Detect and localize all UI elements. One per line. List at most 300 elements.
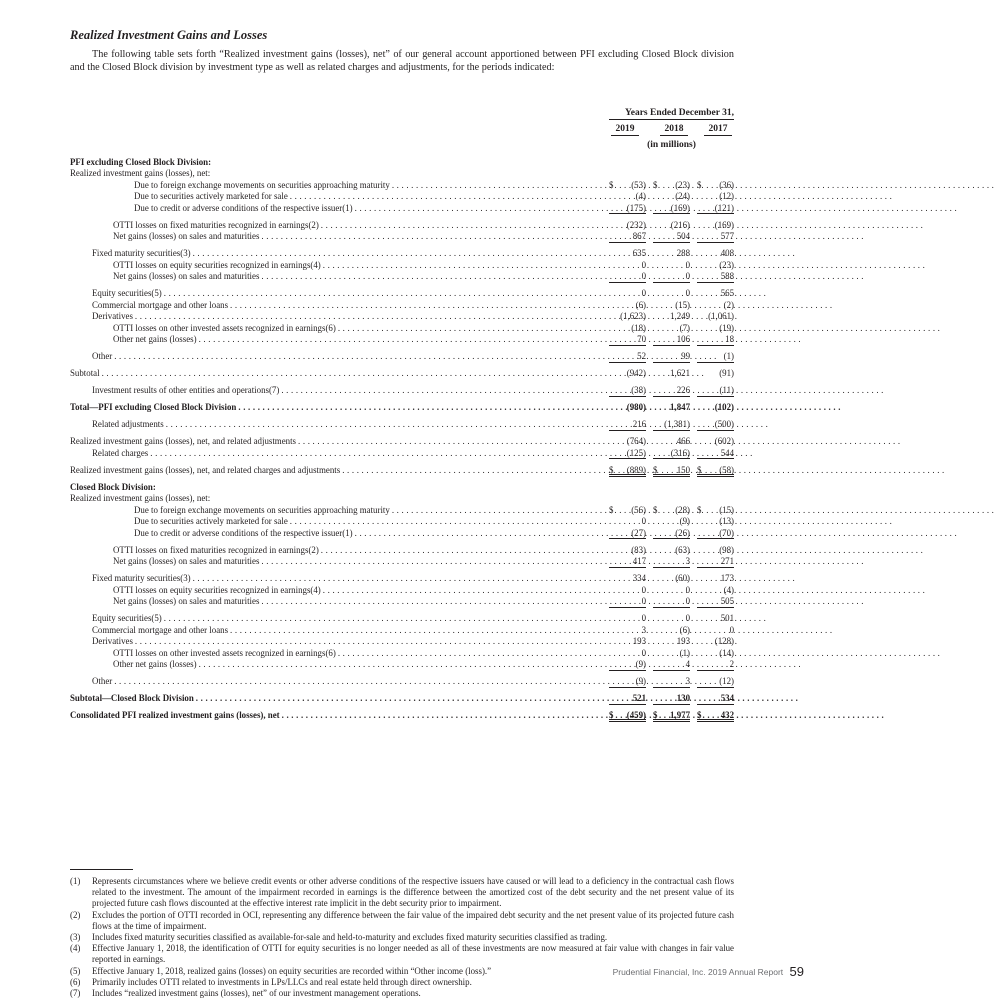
table-row	[70, 556, 734, 568]
value-cell-2017	[697, 659, 734, 671]
value-cell-2017	[697, 648, 734, 660]
cell-value: (4)	[723, 584, 734, 595]
cell-value: 0	[685, 613, 690, 623]
cell-value: 0	[641, 259, 646, 270]
cell-value: (11)	[719, 385, 734, 395]
row-label-text: Due to securities actively marketed for sale	[134, 516, 288, 526]
value-cell-2018	[653, 311, 690, 323]
cell-value: 288	[676, 248, 690, 258]
value-cell-2019	[609, 596, 646, 608]
table-row	[70, 351, 734, 363]
cell-value: 0	[641, 516, 646, 526]
cell-value: 521	[632, 693, 646, 703]
page-footer	[540, 964, 804, 979]
value-cell-2017	[697, 402, 734, 414]
cell-value: (2)	[723, 299, 734, 310]
cell-value: (23)	[675, 179, 690, 190]
value-cell-2017	[697, 596, 734, 608]
cell-value: (58)	[719, 464, 734, 475]
row-label-text: Other	[92, 676, 113, 686]
dollar-sign: $	[697, 464, 702, 475]
units-header: (in millions)	[647, 140, 696, 150]
value-cell-2018	[653, 573, 690, 585]
table-row	[70, 710, 734, 722]
value-cell-2019	[609, 613, 646, 625]
value-cell-2019	[609, 465, 646, 477]
cell-value: 505	[720, 596, 734, 606]
cell-value: 150	[676, 464, 690, 475]
row-label-text: Realized investment gains (losses), net:	[70, 493, 211, 503]
cell-value: 334	[632, 573, 646, 583]
row-label-text: Closed Block Division:	[70, 481, 156, 492]
value-cell-2019	[609, 710, 646, 722]
cell-value: 271	[720, 556, 734, 566]
cell-value: (602)	[714, 436, 734, 446]
table-row	[70, 573, 734, 585]
value-cell-2018	[653, 180, 690, 192]
value-cell-2018	[653, 505, 690, 517]
value-cell-2017	[697, 436, 734, 448]
row-label-text: Commercial mortgage and other loans	[92, 299, 229, 310]
row-label-text: Consolidated PFI realized investment gains (losses), net	[70, 710, 280, 720]
row-label-text: Net gains (losses) on sales and maturities	[113, 271, 260, 281]
cell-value: (1)	[679, 647, 690, 658]
dollar-sign: $	[653, 179, 658, 190]
value-cell-2017	[697, 585, 734, 597]
value-cell-2019	[609, 585, 646, 597]
row-label	[70, 180, 610, 192]
cell-value: 0	[641, 613, 646, 623]
value-cell-2017	[697, 334, 734, 346]
table-row	[70, 585, 734, 597]
row-label	[70, 573, 610, 585]
value-cell-2017	[697, 323, 734, 335]
value-cell-2018	[653, 260, 690, 272]
row-label-text: Equity securities(5)	[92, 613, 162, 623]
value-cell-2018	[653, 648, 690, 660]
row-label-text: Commercial mortgage and other loans	[92, 624, 229, 635]
cell-value: (128)	[714, 636, 734, 646]
cell-value: (500)	[714, 419, 734, 429]
cell-value: 0	[641, 584, 646, 595]
dollar-sign: $	[609, 504, 614, 515]
value-cell-2017	[697, 288, 734, 300]
value-cell-2017	[697, 300, 734, 312]
cell-value: 577	[720, 231, 734, 241]
footnote-text: Effective January 1, 2018, realized gains (losses) on equity securities are recorded within “Other income (loss).”	[92, 965, 492, 976]
cell-value: 0	[641, 271, 646, 281]
value-cell-2019	[609, 545, 646, 557]
cell-value: (19)	[719, 322, 734, 333]
row-label	[70, 419, 610, 431]
table-row	[70, 203, 734, 215]
row-label-text: Equity securities(5)	[92, 288, 162, 298]
row-label-text: Fixed maturity securities(3)	[92, 248, 191, 258]
table-row	[70, 528, 734, 540]
row-label-text: Related charges	[92, 447, 149, 458]
row-label-text: Net gains (losses) on sales and maturities	[113, 231, 260, 241]
footnotes	[70, 876, 734, 999]
value-cell-2018	[653, 419, 690, 431]
gains-losses-table	[70, 151, 734, 722]
value-cell-2017	[697, 260, 734, 272]
value-cell-2017	[697, 505, 734, 517]
value-cell-2017	[697, 613, 734, 625]
cell-value: 417	[632, 556, 646, 566]
row-label	[70, 157, 610, 169]
cell-value: 3	[685, 556, 690, 566]
footnote-text: Primarily includes OTTI related to investments in LPs/LLCs and real estate held through direct ownership.	[92, 976, 472, 987]
row-label	[70, 248, 610, 260]
cell-value: 466	[676, 436, 690, 446]
value-cell-2019	[609, 625, 646, 637]
value-cell-2019	[609, 385, 646, 397]
value-cell-2018	[653, 516, 690, 528]
value-cell-2017	[697, 676, 734, 688]
value-cell-2019	[609, 648, 646, 660]
cell-value: 588	[720, 271, 734, 281]
value-cell-2017	[697, 351, 734, 363]
year-header-2019: 2019	[611, 124, 639, 136]
value-cell-2017	[697, 625, 734, 637]
table-row	[70, 636, 734, 648]
cell-value: 173	[720, 573, 734, 583]
value-cell-2017	[697, 180, 734, 192]
table-row	[70, 419, 734, 431]
table-row	[70, 260, 734, 272]
footnote	[70, 910, 734, 932]
footnote	[70, 876, 734, 910]
value-cell-2019	[609, 528, 646, 540]
table-row	[70, 180, 734, 192]
table-row	[70, 505, 734, 517]
value-cell-2017	[697, 710, 734, 722]
table-row	[70, 596, 734, 608]
row-label-text: Other net gains (losses)	[113, 659, 197, 669]
dollar-sign: $	[653, 504, 658, 515]
report-name: Prudential Financial, Inc. 2019 Annual Report	[612, 967, 784, 977]
table-row	[70, 334, 734, 346]
row-label	[70, 482, 610, 494]
row-label	[70, 436, 610, 448]
value-cell-2019	[609, 436, 646, 448]
table-row	[70, 482, 734, 494]
row-label-text: Realized investment gains (losses), net:	[70, 168, 211, 178]
row-label-text: Related adjustments	[92, 419, 164, 429]
value-cell-2019	[609, 368, 646, 380]
year-header-2018: 2018	[660, 124, 688, 136]
cell-value: 1,249	[670, 311, 690, 321]
cell-value: 2	[729, 659, 734, 669]
row-label	[70, 613, 610, 625]
table-row	[70, 545, 734, 557]
footnote-text: Effective January 1, 2018, the identification of OTTI for equity securities is no longer needed as all of these investments are now measured at fair value with changes in fair value reported in earnings.	[92, 943, 734, 965]
row-label	[70, 493, 610, 505]
cell-value: 544	[720, 447, 734, 458]
value-cell-2017	[697, 528, 734, 540]
value-cell-2018	[653, 625, 690, 637]
cell-value: 635	[632, 248, 646, 258]
value-cell-2019	[609, 311, 646, 323]
row-label-text: Derivatives	[92, 636, 133, 646]
footnote-text: Includes “realized investment gains (losses), net” of our investment management operations.	[92, 988, 421, 999]
table-row	[70, 220, 734, 232]
row-label-text: Due to foreign exchange movements on securities approaching maturity	[134, 504, 390, 515]
cell-value: (53)	[631, 179, 646, 190]
value-cell-2019	[609, 220, 646, 232]
value-cell-2018	[653, 448, 690, 460]
value-cell-2018	[653, 585, 690, 597]
footnote-number: (6)	[70, 976, 81, 987]
footnote-text: Excludes the portion of OTTI recorded in OCI, representing any difference between the fair value of the impaired debt security and the net present value of its projected future cash flows at the time of impairment.	[92, 909, 734, 931]
cell-value: 0	[641, 596, 646, 606]
cell-value: 3	[685, 676, 690, 686]
table-row	[70, 288, 734, 300]
table-row	[70, 368, 734, 380]
value-cell-2018	[653, 710, 690, 722]
value-cell-2018	[653, 436, 690, 448]
table-row	[70, 693, 734, 705]
value-cell-2019	[609, 693, 646, 705]
row-label	[70, 311, 610, 323]
row-label	[70, 516, 610, 528]
dollar-sign: $	[609, 179, 614, 190]
cell-value: 193	[676, 636, 690, 646]
row-label	[70, 260, 610, 272]
cell-value: (91)	[719, 368, 734, 378]
row-label	[70, 231, 610, 243]
value-cell-2018	[653, 248, 690, 260]
cell-value: (60)	[675, 573, 690, 583]
table-row	[70, 516, 734, 528]
cell-value: 226	[676, 385, 690, 395]
value-cell-2019	[609, 271, 646, 283]
table-row	[70, 191, 734, 203]
cell-value: (4)	[635, 191, 646, 201]
cell-value: 0	[685, 596, 690, 606]
table-row	[70, 402, 734, 414]
cell-value: (83)	[631, 544, 646, 555]
row-label	[70, 710, 610, 722]
cell-value: (6)	[635, 299, 646, 310]
cell-value: 4	[685, 659, 690, 669]
value-cell-2019	[609, 231, 646, 243]
value-cell-2018	[653, 288, 690, 300]
value-cell-2019	[609, 659, 646, 671]
row-label	[70, 300, 610, 312]
row-label-text: Realized investment gains (losses), net, and related adjustments	[70, 436, 297, 446]
row-label-text: Subtotal—Closed Block Division	[70, 693, 194, 703]
cell-value: 0	[685, 259, 690, 270]
row-label-text: Derivatives	[92, 311, 133, 321]
cell-value: (889)	[626, 464, 646, 475]
row-label	[70, 465, 610, 477]
footnote	[70, 988, 734, 999]
row-label-text: Net gains (losses) on sales and maturities	[113, 556, 260, 566]
table-row	[70, 436, 734, 448]
value-cell-2019	[609, 516, 646, 528]
row-label-text: OTTI losses on fixed maturities recognized in earnings(2)	[113, 544, 319, 555]
page-number: 59	[789, 964, 804, 979]
row-label-text: Net gains (losses) on sales and maturities	[113, 596, 260, 606]
cell-value: 193	[632, 636, 646, 646]
table-row	[70, 168, 734, 180]
value-cell-2018	[653, 636, 690, 648]
cell-value: (216)	[670, 219, 690, 230]
footnote	[70, 932, 734, 943]
value-cell-2017	[697, 465, 734, 477]
value-cell-2017	[697, 545, 734, 557]
footnote-text: Includes fixed maturity securities classified as available-for-sale and held-to-maturity and excludes fixed maturity securities classified as trading.	[92, 932, 608, 943]
row-label-text: Due to securities actively marketed for sale	[134, 191, 288, 201]
cell-value: (38)	[631, 385, 646, 395]
cell-value: 0	[685, 288, 690, 298]
row-label-text: OTTI losses on other invested assets recognized in earnings(6)	[113, 322, 336, 333]
cell-value: (70)	[719, 527, 734, 538]
cell-value: 0	[641, 288, 646, 298]
table-row	[70, 231, 734, 243]
footnote-number: (7)	[70, 988, 81, 999]
row-label-text: OTTI losses on equity securities recognized in earnings(4)	[113, 584, 321, 595]
cell-value: 565	[720, 288, 734, 298]
cell-value: 1,847	[670, 402, 690, 412]
cell-value: (26)	[675, 527, 690, 538]
table-row	[70, 613, 734, 625]
row-label	[70, 351, 610, 363]
dollar-sign: $	[609, 464, 614, 475]
value-cell-2017	[697, 311, 734, 323]
row-label	[70, 693, 610, 705]
cell-value: (169)	[714, 219, 734, 230]
cell-value: (1,061)	[708, 311, 734, 321]
row-label	[70, 636, 610, 648]
row-label	[70, 648, 610, 660]
cell-value: 0	[685, 584, 690, 595]
row-label	[70, 585, 610, 597]
cell-value: (232)	[626, 219, 646, 230]
cell-value: 534	[720, 693, 734, 703]
value-cell-2018	[653, 556, 690, 568]
value-cell-2018	[653, 402, 690, 414]
table-row	[70, 625, 734, 637]
value-cell-2017	[697, 248, 734, 260]
value-cell-2019	[609, 203, 646, 215]
footnote-number: (4)	[70, 943, 81, 954]
row-label-text: Due to credit or adverse conditions of the respective issuer(1)	[134, 527, 353, 538]
row-label	[70, 385, 610, 397]
value-cell-2018	[653, 465, 690, 477]
value-cell-2017	[697, 419, 734, 431]
cell-value: (980)	[626, 402, 646, 412]
row-label	[70, 271, 610, 283]
footnote-number: (3)	[70, 932, 81, 943]
table-row	[70, 323, 734, 335]
cell-value: (14)	[719, 647, 734, 658]
row-label-text: Subtotal	[70, 368, 100, 378]
row-label	[70, 220, 610, 232]
row-label-text: OTTI losses on other invested assets recognized in earnings(6)	[113, 647, 336, 658]
value-cell-2017	[697, 636, 734, 648]
footnote-text: Represents circumstances where we believe credit events or other adverse conditions of the respective issuers have caused or will lead to a deficiency in the contractual cash flows related to the investment. The amount of the impairment recorded in earnings is the difference between the amortized cost of the debt security and the net present value of its projected future cash flows discounted at the effective interest rate implicit in the debt security prior to impairment.	[92, 876, 734, 909]
value-cell-2017	[697, 271, 734, 283]
table-row	[70, 448, 734, 460]
row-label	[70, 191, 610, 203]
value-cell-2018	[653, 191, 690, 203]
cell-value: (18)	[631, 322, 646, 333]
value-cell-2018	[653, 231, 690, 243]
value-cell-2019	[609, 636, 646, 648]
cell-value: 99	[681, 351, 690, 361]
dollar-sign: $	[653, 464, 658, 475]
cell-value: (63)	[675, 544, 690, 555]
value-cell-2018	[653, 659, 690, 671]
row-label	[70, 288, 610, 300]
cell-value: (7)	[679, 322, 690, 333]
footnote-divider	[70, 869, 133, 870]
value-cell-2017	[697, 191, 734, 203]
footnote-number: (1)	[70, 876, 81, 886]
value-cell-2017	[697, 203, 734, 215]
value-cell-2018	[653, 368, 690, 380]
cell-value: 70	[637, 334, 646, 344]
cell-value: (121)	[714, 202, 734, 213]
table-row	[70, 248, 734, 260]
value-cell-2018	[653, 271, 690, 283]
value-cell-2017	[697, 556, 734, 568]
value-cell-2019	[609, 334, 646, 346]
cell-value: (12)	[719, 191, 734, 201]
footnote-number: (2)	[70, 909, 81, 920]
dollar-sign: $	[697, 504, 702, 515]
cell-value: 0	[685, 271, 690, 281]
cell-value: (9)	[679, 516, 690, 526]
cell-value: (36)	[719, 179, 734, 190]
cell-value: (1)	[723, 351, 734, 361]
table-row	[70, 648, 734, 660]
table-row	[70, 676, 734, 688]
row-label-text: Other	[92, 351, 113, 361]
value-cell-2019	[609, 448, 646, 460]
row-label-text: Total—PFI excluding Closed Block Division	[70, 402, 237, 412]
value-cell-2019	[609, 573, 646, 585]
cell-value: (942)	[626, 368, 646, 378]
row-label-text: Investment results of other entities and operations(7)	[92, 385, 280, 395]
cell-value: 18	[725, 334, 734, 344]
dollar-sign: $	[697, 179, 702, 190]
value-cell-2019	[609, 351, 646, 363]
value-cell-2017	[697, 516, 734, 528]
cell-value: 106	[676, 334, 690, 344]
row-label-text: Due to credit or adverse conditions of the respective issuer(1)	[134, 202, 353, 213]
cell-value: (98)	[719, 544, 734, 555]
cell-value: (23)	[719, 259, 734, 270]
cell-value: (12)	[719, 676, 734, 686]
value-cell-2017	[697, 368, 734, 380]
footnote	[70, 943, 734, 965]
row-label-text: Due to foreign exchange movements on securities approaching maturity	[134, 179, 390, 190]
row-label-text: Fixed maturity securities(3)	[92, 573, 191, 583]
value-cell-2018	[653, 351, 690, 363]
cell-value: (1,623)	[620, 311, 646, 321]
value-cell-2017	[697, 220, 734, 232]
value-cell-2019	[609, 248, 646, 260]
row-label	[70, 596, 610, 608]
row-label	[70, 334, 610, 346]
table-row	[70, 385, 734, 397]
value-cell-2018	[653, 334, 690, 346]
value-cell-2018	[653, 385, 690, 397]
value-cell-2017	[697, 231, 734, 243]
